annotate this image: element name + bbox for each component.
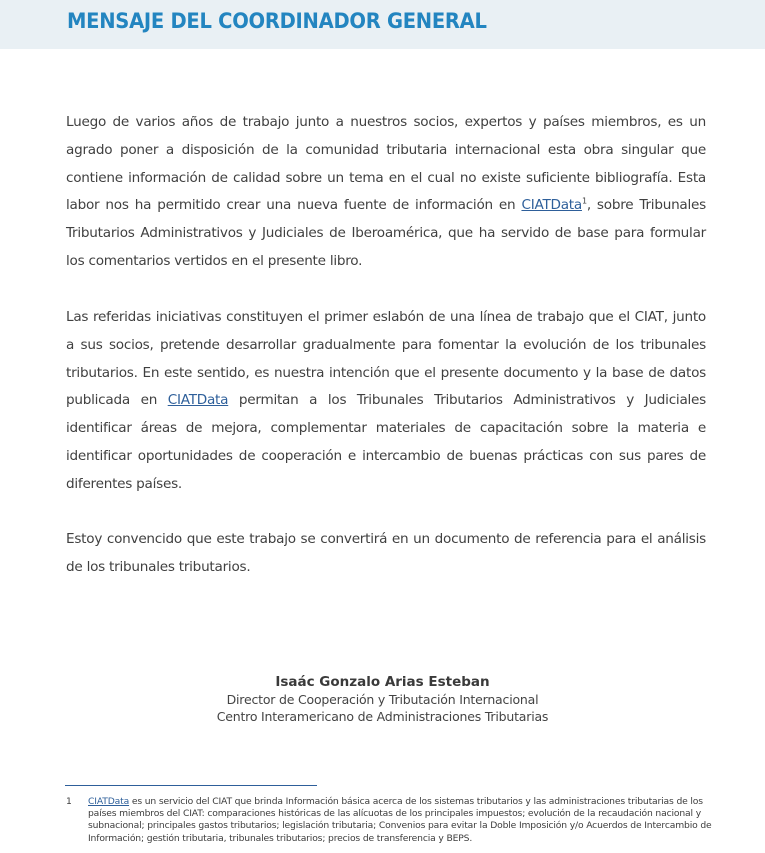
signer-title: Director de Cooperación y Tributación Internacional — [226, 692, 539, 707]
paragraph-intro — [66, 109, 706, 276]
footnote-text: es un servicio del CIAT que brinda Información básica acerca de los sistemas tributarios y las administraciones tributarias de los países miembros del CIAT: comparaciones históricas de las alícuotas de los principales impuestos; evolución de la recaudación nacional y subnacional; principales gastos tributarios; legislación tributaria; Convenios para evitar la Doble Imposición y/o Acuerdos de Intercambio de Información; gestión tributaria, tribunales tributarios; precios de transferencia y BEPS. — [88, 796, 712, 844]
footnote-reference[interactable]: 1 — [581, 196, 587, 206]
footnote — [66, 796, 716, 845]
footnote-body — [88, 796, 716, 845]
paragraph-conclusion: Estoy convencido que este trabajo se convertirá en un documento de referencia para el análisis de los tribunales tributarios. — [66, 531, 706, 575]
ciatdata-link[interactable]: CIATData — [167, 392, 229, 409]
paragraph-text: , sobre Tribunales Tributarios Administrativos y Judiciales de Iberoamérica, que ha servido de base para formular los comentarios vertidos en el presente libro. — [66, 197, 706, 269]
signer-name: Isaác Gonzalo Arias Esteban — [275, 674, 490, 690]
signer-organization: Centro Interamericano de Administraciones Tributarias — [216, 709, 549, 724]
page-title: MENSAJE DEL COORDINADOR GENERAL — [67, 9, 487, 33]
footnote-ciatdata-link[interactable]: CIATData — [88, 796, 130, 807]
paragraph-text: permitan a los Tribunales Tributarios Administrativos y Judiciales identificar áreas de mejora, complementar materiales de capacitación sobre la materia e identificar oportunidades de cooperación e intercambio de buenas prácticas con sus pares de diferentes países. — [66, 392, 707, 492]
footnote-number: 1 — [66, 796, 72, 807]
paragraph-text: Luego de varios años de trabajo junto a nuestros socios, expertos y países miembros, es un agrado poner a disposición de la comunidad tributaria internacional esta obra singular que contiene información de calidad sobre un tema en el cual no existe suficiente bibliografía. Esta labor nos ha permitido crear una nueva fuente de información en — [66, 114, 706, 214]
signature-block — [0, 673, 765, 725]
paragraph-initiatives — [66, 304, 706, 499]
paragraph-text: Las referidas iniciativas constituyen el primer eslabón de una línea de trabajo que el CIAT, junto a sus socios, pretende desarrollar gradualmente para fomentar la evolución de los tribunales tributarios. En este sentido, es nuestra intención que el presente documento y la base de datos publicada en — [66, 309, 706, 409]
ciatdata-link[interactable]: CIATData — [521, 197, 582, 214]
footnote-divider — [65, 785, 317, 786]
header-band — [0, 0, 765, 49]
